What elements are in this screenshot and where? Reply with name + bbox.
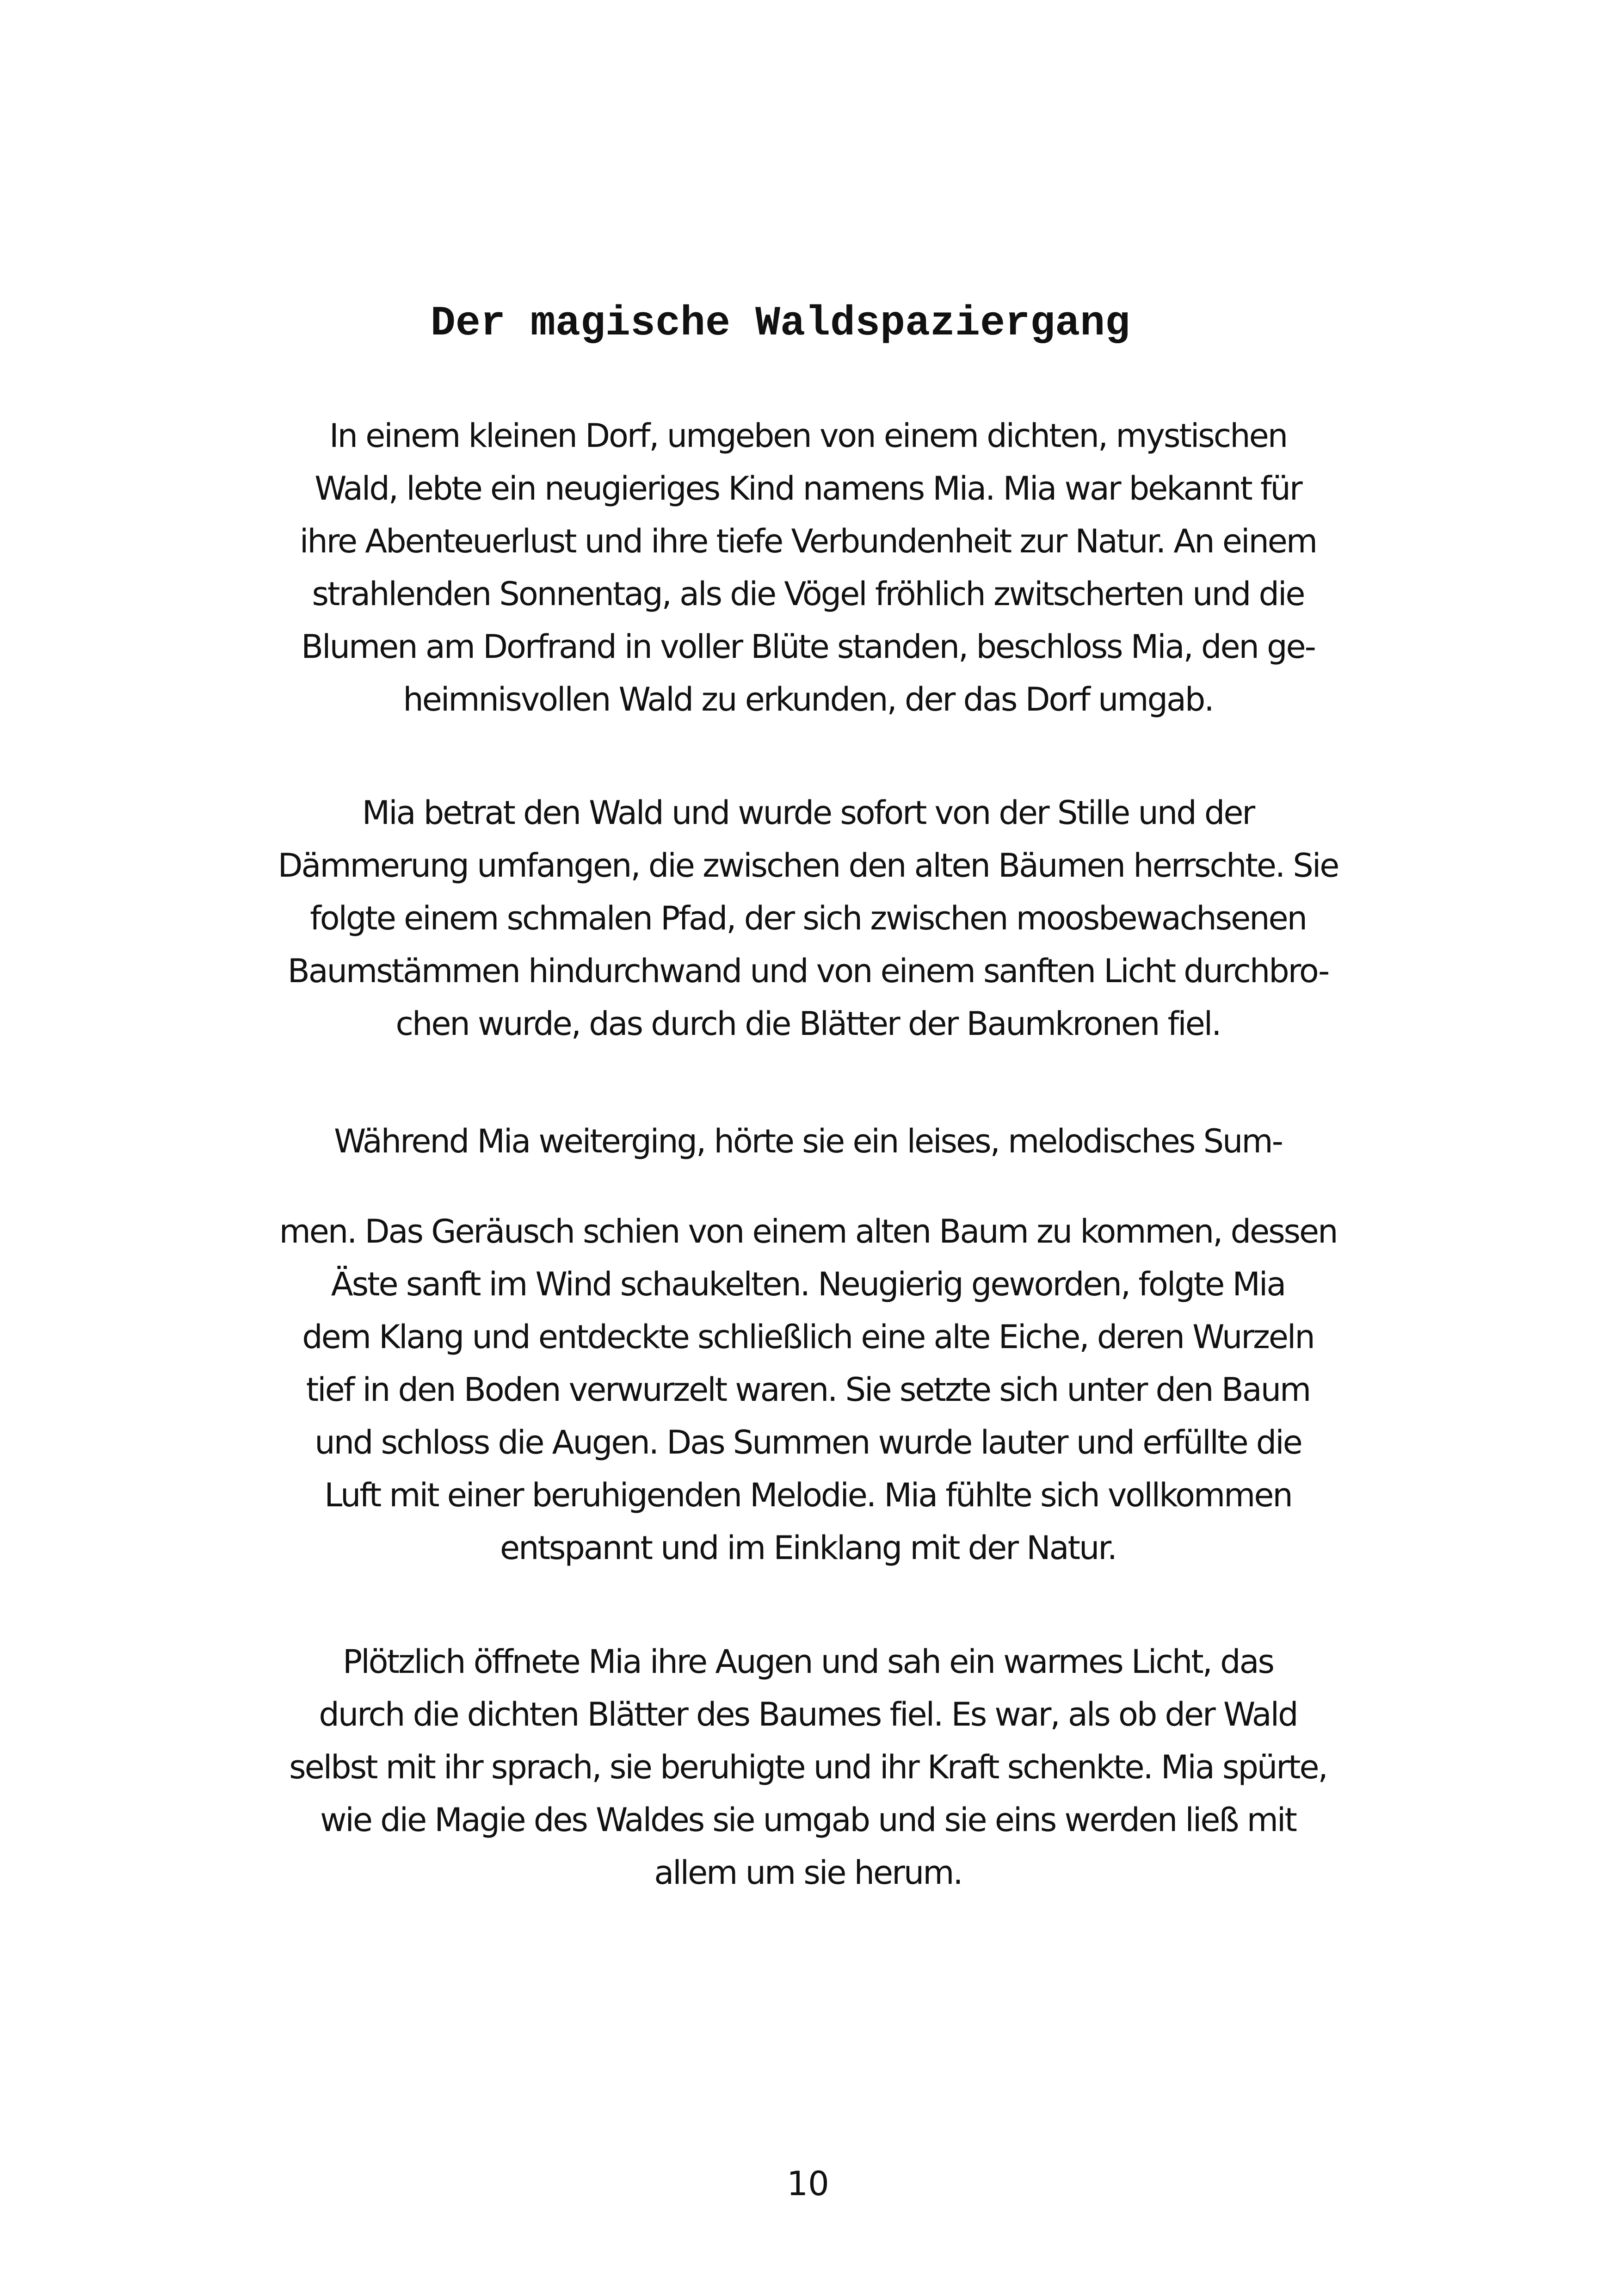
text-line: entspannt und im Einklang mit der Natur. xyxy=(500,1529,1116,1567)
page-title: Der magische Waldspaziergang xyxy=(430,300,1130,347)
text-line: allem um sie herum. xyxy=(654,1854,962,1892)
text-line: strahlenden Sonnentag, als die Vögel fröhlich zwitscherten und die xyxy=(312,575,1304,613)
text-line: Plötzlich öffnete Mia ihre Augen und sah ein warmes Licht, das xyxy=(343,1643,1273,1681)
text-line: men. Das Geräusch schien von einem alten Baum zu kommen, dessen xyxy=(279,1213,1337,1250)
text-line: heimnisvollen Wald zu erkunden, der das Dorf umgab. xyxy=(403,681,1213,718)
text-line: folgte einem schmalen Pfad, der sich zwischen moosbewachsenen xyxy=(310,899,1306,937)
text-line: dem Klang und entdeckte schließlich eine alte Eiche, deren Wurzeln xyxy=(302,1318,1314,1356)
text-line: und schloss die Augen. Das Summen wurde lauter und erfüllte die xyxy=(315,1423,1301,1461)
text-line: tief in den Boden verwurzelt waren. Sie setzte sich unter den Baum xyxy=(306,1371,1310,1409)
text-line: wie die Magie des Waldes sie umgab und sie eins werden ließ mit xyxy=(320,1801,1296,1839)
text-line: Luft mit einer beruhigenden Melodie. Mia fühlte sich vollkommen xyxy=(324,1476,1292,1514)
page-number: 10 xyxy=(787,2164,829,2203)
text-line: chen wurde, das durch die Blätter der Baumkronen fiel. xyxy=(395,1005,1221,1043)
paragraph-4 xyxy=(0,1205,1616,1574)
text-line: ihre Abenteuerlust und ihre tiefe Verbundenheit zur Natur. An einem xyxy=(299,522,1317,560)
text-line: durch die dichten Blätter des Baumes fiel. Es war, als ob der Wald xyxy=(319,1696,1297,1733)
text-line: Dämmerung umfangen, die zwischen den alten Bäumen herrschte. Sie xyxy=(278,847,1338,885)
text-line: In einem kleinen Dorf, umgeben von einem dichten, mystischen xyxy=(329,417,1287,455)
paragraph-3 xyxy=(0,1115,1616,1168)
text-line: selbst mit ihr sprach, sie beruhigte und ihr Kraft schenkte. Mia spürte, xyxy=(289,1748,1327,1786)
paragraph-5 xyxy=(0,1635,1616,1899)
text-line: Äste sanft im Wind schaukelten. Neugierig geworden, folgte Mia xyxy=(331,1265,1285,1303)
text-line: Baumstämmen hindurchwand und von einem sanften Licht durchbro- xyxy=(287,952,1329,990)
text-line: Während Mia weiterging, hörte sie ein leises, melodisches Sum- xyxy=(334,1122,1282,1160)
paragraph-1 xyxy=(0,409,1616,726)
text-line: Wald, lebte ein neugieriges Kind namens Mia. Mia war bekannt für xyxy=(315,470,1301,507)
paragraph-2 xyxy=(0,786,1616,1050)
text-line: Blumen am Dorfrand in voller Blüte standen, beschloss Mia, den ge- xyxy=(301,628,1315,666)
text-line: Mia betrat den Wald und wurde sofort von der Stille und der xyxy=(362,794,1254,832)
